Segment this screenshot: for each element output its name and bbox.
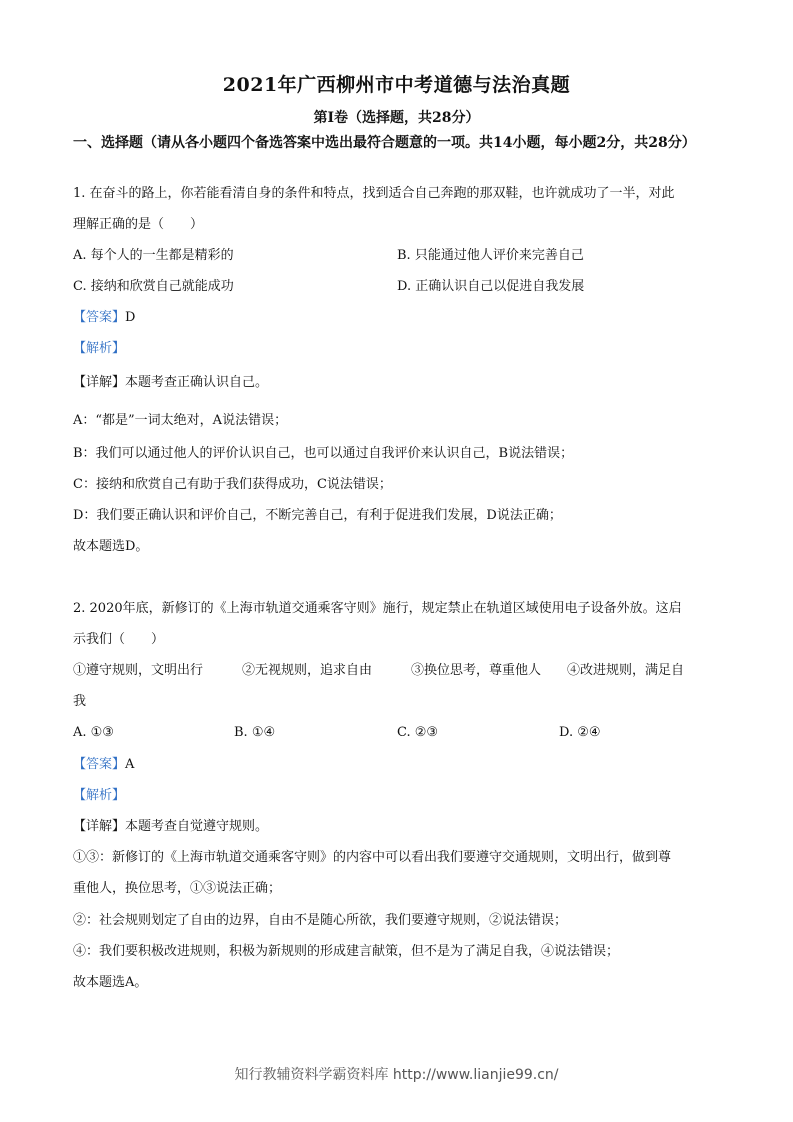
- q1-explanation-a: A：“都是”一词太绝对，A说法错误；: [73, 413, 288, 428]
- q1-analysis-tag: 【解析】: [73, 341, 126, 356]
- q2-detail-text: 本题考查自觉遵守规则。: [125, 819, 269, 834]
- q1-detail: [73, 375, 268, 391]
- q2-items-line2: 我: [73, 694, 87, 709]
- q2-option-a: A. ①③: [73, 725, 114, 740]
- q2-conclusion: 故本题选A。: [73, 975, 148, 990]
- q2-answer-tag: 【答案】: [73, 757, 126, 772]
- q2-option-b: B. ①④: [234, 725, 276, 740]
- q1-stem-line1: 1. 在奋斗的路上，你若能看清自身的条件和特点，找到适合自己奔跑的那双鞋，也许就成功了一半，对此: [73, 186, 675, 201]
- footer-watermark: 知行教辅资料学霸资料库 http://www.lianjie99.cn/: [234, 1067, 559, 1083]
- q2-detail-tag: 【详解】: [73, 819, 126, 834]
- q1-explanation-c: C：接纳和欣赏自己有助于我们获得成功，C说法错误；: [73, 477, 392, 492]
- section-heading: 一、选择题（请从各小题四个备选答案中选出最符合题意的一项。共14小题，每小题2分，共28分）: [73, 135, 696, 151]
- q2-explanation-13-line2: 重他人，换位思考，①③说法正确；: [73, 881, 282, 896]
- q2-explanation-2: ②：社会规则划定了自由的边界，自由不是随心所欲，我们要遵守规则，②说法错误；: [73, 913, 568, 928]
- q2-analysis-tag: 【解析】: [73, 788, 126, 803]
- q2-answer: [73, 757, 134, 773]
- q2-answer-value: A: [125, 757, 135, 772]
- page-title: 2021年广西柳州市中考道德与法治真题: [222, 74, 571, 96]
- q1-detail-text: 本题考查正确认识自己。: [125, 375, 269, 390]
- q1-answer-tag: 【答案】: [73, 310, 126, 325]
- q1-option-a: A. 每个人的一生都是精彩的: [73, 248, 234, 263]
- q2-stem-line1: 2. 2020年底，新修订的《上海市轨道交通乘客守则》施行，规定禁止在轨道区域使用电子设备外放。这启: [73, 601, 682, 616]
- q1-explanation-d: D：我们要正确认识和评价自己，不断完善自己，有利于促进我们发展，D说法正确；: [73, 508, 562, 523]
- q1-option-d: D. 正确认识自己以促进自我发展: [397, 279, 585, 294]
- q1-answer: [73, 310, 135, 326]
- q2-detail: [73, 819, 268, 835]
- q1-option-c: C. 接纳和欣赏自己就能成功: [73, 279, 234, 294]
- q1-explanation-b: B：我们可以通过他人的评价认识自己，也可以通过自我评价来认识自己，B说法错误；: [73, 446, 574, 461]
- q1-detail-tag: 【详解】: [73, 375, 126, 390]
- q2-option-c: C. ②③: [397, 725, 439, 740]
- q1-stem-line2: 理解正确的是（ ）: [73, 217, 204, 232]
- q2-analysis: [73, 788, 125, 804]
- q2-option-d: D. ②④: [559, 725, 601, 740]
- q2-stem-line2: 示我们（ ）: [73, 632, 165, 647]
- page-subtitle: 第Ⅰ卷（选择题，共28分）: [313, 110, 480, 126]
- q2-explanation-13-line1: ①③：新修订的《上海市轨道交通乘客守则》的内容中可以看出我们要遵守交通规则，文明出行，做到尊: [73, 850, 672, 865]
- q1-option-b: B. 只能通过他人评价来完善自己: [397, 248, 584, 263]
- q1-analysis: [73, 341, 125, 357]
- q2-items-line1: ①遵守规则，文明出行 ②无视规则，追求自由 ③换位思考，尊重他人 ④改进规则，满足自: [73, 663, 685, 678]
- q1-answer-value: D: [125, 310, 136, 325]
- q2-explanation-4: ④：我们要积极改进规则，积极为新规则的形成建言献策，但不是为了满足自我，④说法错误；: [73, 944, 620, 959]
- q1-conclusion: 故本题选D。: [73, 539, 149, 554]
